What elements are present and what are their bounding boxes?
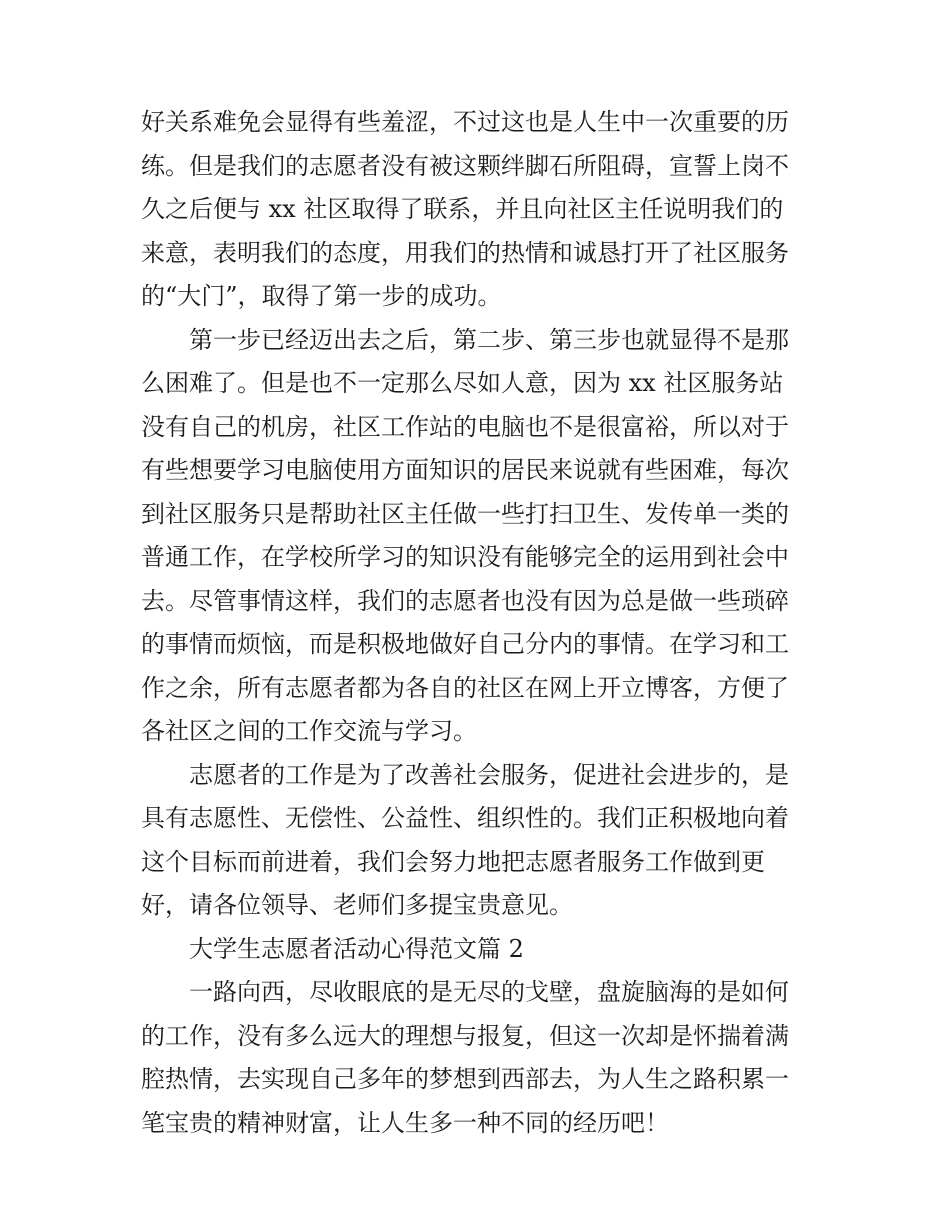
text-line: 的“大门”，取得了第一步的成功。 <box>141 282 502 310</box>
text-line: 好，请各位领导、老师们多提宝贵意见。 <box>141 891 573 919</box>
text-line: 腔热情，去实现自己多年的梦想到西部去，为人生之路积累一 <box>141 1065 789 1093</box>
text-line: 的工作，没有多么远大的理想与报复，但这一次却是怀揣着满 <box>141 1021 789 1050</box>
text-line: 有些想要学习电脑使用方面知识的居民来说就有些困难，每次 <box>141 456 789 484</box>
text-line: 作之余，所有志愿者都为各自的社区在网上开立博客，方便了 <box>141 673 789 702</box>
text-line: 到社区服务只是帮助社区主任做一些打扫卫生、发传单一类的 <box>141 499 789 528</box>
text-line: 么困难了。但是也不一定那么尽如人意，因为 xx 社区服务站 <box>141 369 784 397</box>
text-line: 这个目标而前进着，我们会努力地把志愿者服务工作做到更 <box>141 847 765 876</box>
text-line: 的事情而烦恼，而是积极地做好自己分内的事情。在学习和工 <box>141 630 789 658</box>
text-line: 没有自己的机房，社区工作站的电脑也不是很富裕，所以对于 <box>141 412 789 441</box>
document-body <box>141 101 813 1145</box>
text-line: 一路向西，尽收眼底的是无尽的戈壁，盘旋脑海的是如何 <box>189 978 789 1006</box>
text-line: 笔宝贵的精神财富，让人生多一种不同的经历吧！ <box>141 1108 669 1137</box>
text-line: 好关系难免会显得有些羞涩，不过这也是人生中一次重要的历 <box>141 108 789 136</box>
text-line: 志愿者的工作是为了改善社会服务，促进社会进步的，是 <box>189 760 789 789</box>
text-line: 练。但是我们的志愿者没有被这颗绊脚石所阻碍，宣誓上岗不 <box>141 151 789 180</box>
text-line: 久之后便与 xx 社区取得了联系，并且向社区主任说明我们的 <box>141 195 784 223</box>
text-line: 去。尽管事情这样，我们的志愿者也没有因为总是做一些琐碎 <box>141 586 789 615</box>
text-line: 来意，表明我们的态度，用我们的热情和诚恳打开了社区服务 <box>141 238 789 267</box>
text-line: 大学生志愿者活动心得范文篇 2 <box>189 934 524 963</box>
text-line: 第一步已经迈出去之后，第二步、第三步也就显得不是那 <box>189 325 789 354</box>
text-line: 具有志愿性、无偿性、公益性、组织性的。我们正积极地向着 <box>141 804 789 832</box>
text-line: 各社区之间的工作交流与学习。 <box>141 717 477 745</box>
text-line: 普通工作，在学校所学习的知识没有能够完全的运用到社会中 <box>141 543 789 571</box>
